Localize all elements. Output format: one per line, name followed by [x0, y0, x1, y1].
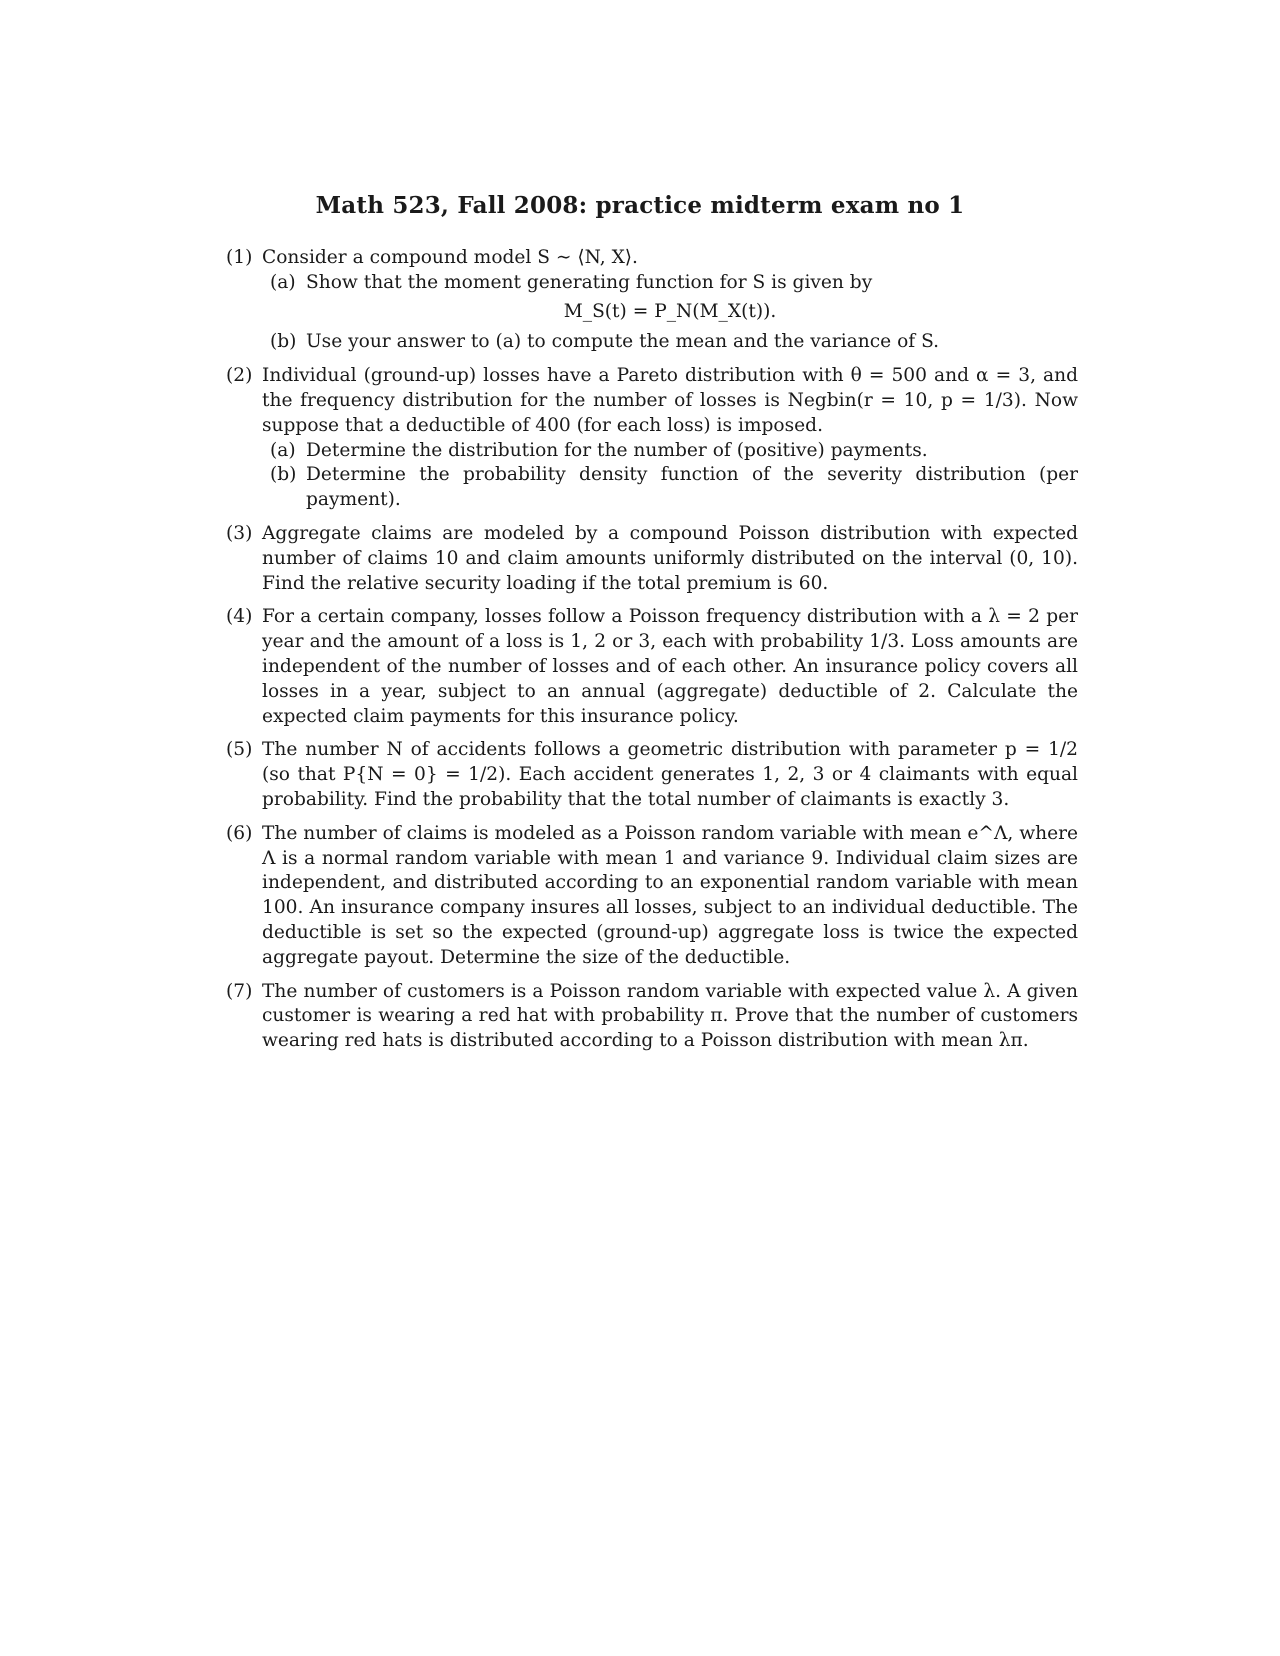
problem-3 — [226, 522, 1078, 596]
problem-4 — [226, 605, 1078, 729]
display-equation: M_S(t) = P_N(M_X(t)). — [563, 300, 777, 322]
problem-number: (4) — [226, 606, 253, 628]
problem-text: The number of claims is modeled as a Poisson random variable with mean e^Λ, where Λ is a normal random variable with mean 1 and variance 9. Individual claim sizes are independent, and distributed according to an exponential random variable with mean 100. An insurance company insures all losses, subject to an individual deductible. The deductible is set so the expected (ground-up) aggregate loss is twice the expected aggregate payout. Determine the size of the deductible. — [262, 822, 1078, 968]
problem-part — [262, 463, 1078, 513]
problem-part — [262, 330, 1078, 355]
problem-6 — [226, 822, 1078, 971]
problem-number: (1) — [226, 247, 253, 268]
problem-text: For a certain company, losses follow a Poisson frequency distribution with a λ = 2 per year and the amount of a loss is 1, 2 or 3, each with probability 1/3. Loss amounts are independent of the number of losses and of each other. An insurance policy covers all losses in a year, subject to an annual (aggregate) deductible of 2. Calculate the expected claim payments for this insurance policy. — [262, 606, 1078, 727]
part-label: (b) — [270, 331, 297, 353]
problem-7 — [226, 980, 1078, 1054]
problem-5 — [226, 738, 1078, 812]
problem-part — [262, 271, 1078, 296]
problem-list — [226, 246, 1078, 1063]
problem-text: The number of customers is a Poisson random variable with expected value λ. A given customer is wearing a red hat with probability π. Prove that the number of customers wearing red hats is distributed according to a Poisson distribution with mean λπ. — [262, 980, 1078, 1052]
part-label: (a) — [270, 439, 296, 461]
problem-number: (7) — [226, 980, 253, 1002]
problem-text: Individual (ground-up) losses have a Pareto distribution with θ = 500 and α = 3, and the frequency distribution for the number of losses is Negbin(r = 10, p = 1/3). Now suppose that a deductible of 400 (for each loss) is imposed. — [262, 365, 1078, 436]
problem-number: (5) — [226, 739, 253, 761]
part-text: Show that the moment generating function for S is given by — [306, 271, 873, 293]
problem-text: The number N of accidents follows a geometric distribution with parameter p = 1/2 (so that P{N = 0} = 1/2). Each accident generates 1, 2, 3 or 4 claimants with equal probability. Find the probability that the total number of claimants is exactly 3. — [262, 739, 1078, 810]
problem-number: (2) — [226, 365, 253, 387]
problem-part — [262, 439, 1078, 464]
problem-2 — [226, 364, 1078, 513]
problem-number: (6) — [226, 822, 253, 844]
part-text: Determine the probability density function of the severity distribution (per payment). — [306, 464, 1078, 511]
problem-text: Consider a compound model S ∼ ⟨N, X⟩. — [262, 247, 638, 268]
page-title: Math 523, Fall 2008: practice midterm exam no 1 — [315, 192, 965, 219]
part-label: (b) — [270, 464, 297, 486]
problem-1 — [226, 246, 1078, 355]
part-text: Determine the distribution for the number of (positive) payments. — [306, 439, 928, 461]
part-text: Use your answer to (a) to compute the mean and the variance of S. — [306, 331, 940, 353]
part-label: (a) — [270, 271, 296, 293]
problem-text: Aggregate claims are modeled by a compound Poisson distribution with expected number of claims 10 and claim amounts uniformly distributed on the interval (0, 10). Find the relative security loading if the total premium is 60. — [262, 522, 1078, 594]
problem-number: (3) — [226, 522, 253, 544]
